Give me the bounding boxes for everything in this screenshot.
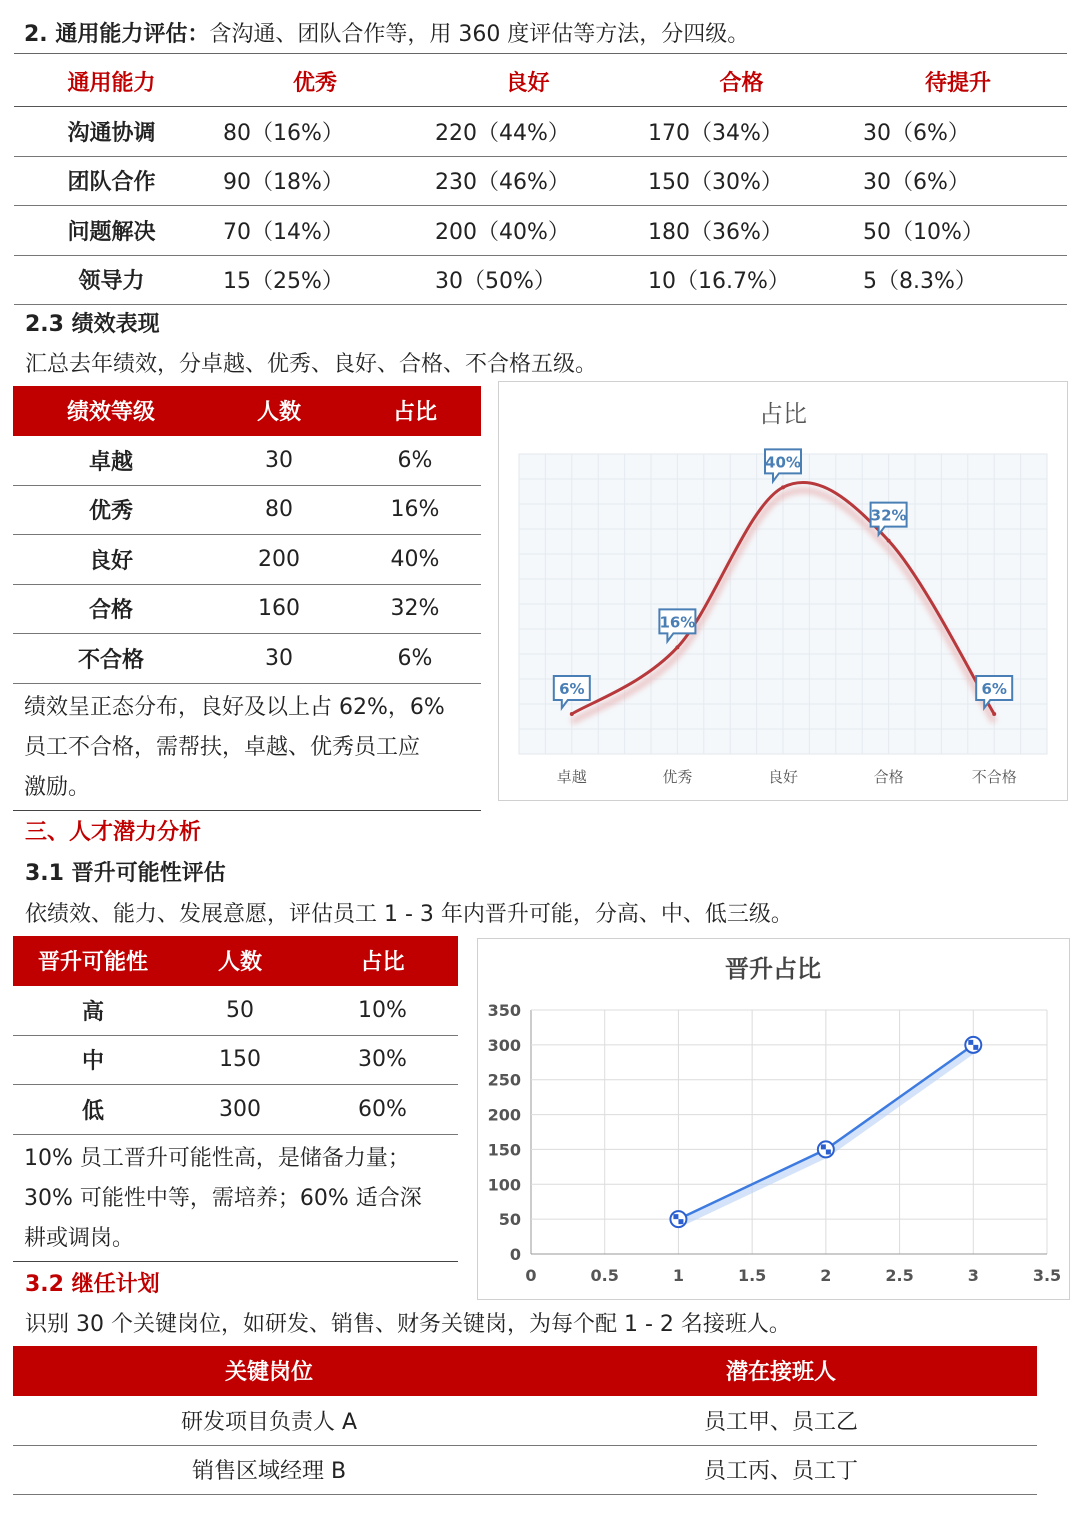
section-3-2-title: 3.2 继任计划 bbox=[25, 1272, 160, 1297]
performance-table-header-cell: 人数 bbox=[209, 386, 349, 436]
promotion-table-row bbox=[13, 1085, 458, 1135]
ability-table-cell: 200（40%） bbox=[421, 206, 634, 256]
x-tick-label: 良好 bbox=[767, 768, 799, 786]
ability-table-row bbox=[14, 156, 1067, 206]
ability-table-cell: 70（14%） bbox=[209, 206, 421, 256]
section-3-title: 三、人才潜力分析 bbox=[25, 820, 202, 845]
x-tick-label: 0.5 bbox=[590, 1266, 619, 1285]
succession-table bbox=[13, 1346, 1037, 1495]
succession-table-row bbox=[13, 1396, 1037, 1446]
promotion-table-cell: 高 bbox=[13, 986, 173, 1036]
performance-table-header bbox=[13, 386, 481, 436]
ability-table-header-cell: 优秀 bbox=[209, 57, 421, 107]
x-tick-label: 3.5 bbox=[1032, 1266, 1062, 1285]
y-tick-label: 350 bbox=[487, 1001, 521, 1020]
section-2-heading bbox=[14, 18, 1067, 54]
ability-table-cell: 问题解决 bbox=[14, 206, 209, 256]
performance-note bbox=[13, 688, 481, 811]
performance-table-cell: 不合格 bbox=[13, 634, 209, 684]
ability-table-cell: 领导力 bbox=[14, 255, 209, 305]
data-label-text: 16% bbox=[659, 613, 696, 632]
promotion-note-line: 30% 可能性中等，需培养；60% 适合深 bbox=[24, 1186, 422, 1211]
succession-table-cell: 销售区域经理 B bbox=[13, 1445, 525, 1495]
y-tick-label: 300 bbox=[487, 1035, 521, 1055]
ability-table-cell: 150（30%） bbox=[634, 156, 849, 206]
y-tick-label: 50 bbox=[498, 1210, 521, 1230]
section-2-3-title: 2.3 绩效表现 bbox=[25, 312, 160, 337]
promotion-table-row bbox=[13, 986, 458, 1036]
promotion-table-cell: 50 bbox=[173, 986, 307, 1036]
ability-table-row bbox=[14, 107, 1067, 157]
performance-table-row bbox=[13, 584, 481, 634]
section-3-1-title: 3.1 晋升可能性评估 bbox=[25, 861, 226, 886]
ability-table-cell: 5（8.3%） bbox=[849, 255, 1067, 305]
ability-table-header-cell: 合格 bbox=[634, 57, 849, 107]
data-label-text: 6% bbox=[981, 680, 1007, 698]
performance-table-cell: 卓越 bbox=[13, 436, 209, 486]
y-tick-label: 200 bbox=[487, 1105, 521, 1125]
performance-table-row bbox=[13, 485, 481, 535]
section-2-heading-bold: 2. 通用能力评估： bbox=[24, 22, 210, 47]
x-tick-label: 1 bbox=[672, 1266, 684, 1285]
ability-table-header-cell: 良好 bbox=[421, 57, 634, 107]
data-point bbox=[781, 485, 785, 489]
succession-table-cell: 研发项目负责人 A bbox=[13, 1396, 525, 1446]
ability-table-cell: 50（10%） bbox=[849, 206, 1067, 256]
performance-table bbox=[13, 386, 481, 684]
promotion-ratio-chart-svg bbox=[478, 939, 1069, 1299]
promotion-note bbox=[13, 1139, 458, 1262]
ability-table-cell: 80（16%） bbox=[209, 107, 421, 157]
ability-table-row bbox=[14, 206, 1067, 256]
x-tick-label: 3 bbox=[967, 1266, 979, 1285]
succession-table-cell: 员工甲、员工乙 bbox=[525, 1396, 1037, 1446]
chart-title: 晋升占比 bbox=[725, 955, 821, 983]
performance-table-cell: 优秀 bbox=[13, 485, 209, 535]
data-label-text: 32% bbox=[870, 506, 907, 525]
performance-note-line: 员工不合格，需帮扶，卓越、优秀员工应 bbox=[24, 735, 421, 760]
data-point bbox=[965, 1037, 981, 1053]
ability-table-cell: 30（6%） bbox=[849, 156, 1067, 206]
x-tick-label: 合格 bbox=[873, 768, 904, 786]
performance-table-cell: 30 bbox=[209, 436, 349, 486]
ability-table-cell: 170（34%） bbox=[634, 107, 849, 157]
ability-table-cell: 15（25%） bbox=[209, 255, 421, 305]
promotion-table-cell: 中 bbox=[13, 1035, 173, 1085]
y-tick-label: 100 bbox=[487, 1175, 521, 1195]
ability-table bbox=[14, 57, 1067, 305]
ability-table-cell: 30（50%） bbox=[421, 255, 634, 305]
promotion-table-cell: 10% bbox=[307, 986, 458, 1036]
promotion-note-line: 耕或调岗。 bbox=[24, 1226, 135, 1251]
promotion-note-line: 10% 员工晋升可能性高，是储备力量； bbox=[24, 1146, 410, 1171]
performance-note-line: 绩效呈正态分布，良好及以上占 62%，6% bbox=[24, 695, 445, 720]
performance-ratio-chart bbox=[498, 381, 1068, 801]
y-tick-label: 250 bbox=[487, 1070, 521, 1090]
performance-ratio-chart-svg bbox=[499, 382, 1067, 800]
ability-table-header-cell: 待提升 bbox=[849, 57, 1067, 107]
succession-table-header-cell: 关键岗位 bbox=[13, 1346, 525, 1396]
y-tick-label: 150 bbox=[487, 1140, 521, 1160]
promotion-ratio-chart bbox=[477, 938, 1070, 1300]
x-tick-label: 2.5 bbox=[885, 1266, 914, 1285]
performance-table-cell: 16% bbox=[349, 485, 481, 535]
promotion-table-cell: 30% bbox=[307, 1035, 458, 1085]
section-3-2-desc: 识别 30 个关键岗位，如研发、销售、财务关键岗，为每个配 1 - 2 名接班人。 bbox=[25, 1312, 791, 1337]
ability-table-cell: 180（36%） bbox=[634, 206, 849, 256]
ability-table-cell: 90（18%） bbox=[209, 156, 421, 206]
promotion-table-row bbox=[13, 1035, 458, 1085]
performance-table-cell: 良好 bbox=[13, 535, 209, 585]
promotion-table-header-cell: 晋升可能性 bbox=[13, 936, 173, 986]
ability-table-cell: 30（6%） bbox=[849, 107, 1067, 157]
promotion-table-header bbox=[13, 936, 458, 986]
performance-table-cell: 合格 bbox=[13, 584, 209, 634]
performance-table-cell: 160 bbox=[209, 584, 349, 634]
ability-table-row bbox=[14, 255, 1067, 305]
ability-table-cell: 10（16.7%） bbox=[634, 255, 849, 305]
data-point bbox=[887, 539, 891, 543]
performance-table-cell: 200 bbox=[209, 535, 349, 585]
ability-table-header bbox=[14, 57, 1067, 107]
performance-table-cell: 80 bbox=[209, 485, 349, 535]
succession-table-header bbox=[13, 1346, 1037, 1396]
x-tick-label: 1.5 bbox=[737, 1266, 767, 1285]
succession-table-header-cell: 潜在接班人 bbox=[525, 1346, 1037, 1396]
data-point bbox=[675, 645, 679, 649]
y-tick-label: 0 bbox=[509, 1245, 521, 1264]
performance-table-row bbox=[13, 634, 481, 684]
chart-title: 占比 bbox=[759, 400, 807, 428]
performance-table-cell: 40% bbox=[349, 535, 481, 585]
promotion-table-cell: 300 bbox=[173, 1085, 307, 1135]
promotion-table-header-cell: 占比 bbox=[307, 936, 458, 986]
promotion-table-header-cell: 人数 bbox=[173, 936, 307, 986]
performance-table-row bbox=[13, 436, 481, 486]
promotion-table-cell: 150 bbox=[173, 1035, 307, 1085]
ability-table-cell: 230（46%） bbox=[421, 156, 634, 206]
performance-table-row bbox=[13, 535, 481, 585]
data-point bbox=[992, 712, 996, 716]
data-point bbox=[570, 712, 574, 716]
ability-table-cell: 220（44%） bbox=[421, 107, 634, 157]
section-2-3-desc: 汇总去年绩效，分卓越、优秀、良好、合格、不合格五级。 bbox=[25, 352, 598, 377]
ability-table-header-cell: 通用能力 bbox=[14, 57, 209, 107]
performance-table-cell: 6% bbox=[349, 436, 481, 486]
x-tick-label: 卓越 bbox=[556, 768, 587, 786]
data-point bbox=[818, 1141, 834, 1157]
promotion-table bbox=[13, 936, 458, 1135]
section-3-1-desc: 依绩效、能力、发展意愿，评估员工 1 - 3 年内晋升可能，分高、中、低三级。 bbox=[25, 902, 793, 927]
performance-note-line: 激励。 bbox=[24, 775, 91, 800]
performance-table-header-cell: 绩效等级 bbox=[13, 386, 209, 436]
section-2-heading-text: 含沟通、团队合作等，用 360 度评估等方法，分四级。 bbox=[209, 22, 750, 47]
data-label-text: 6% bbox=[559, 680, 585, 698]
performance-table-cell: 32% bbox=[349, 584, 481, 634]
data-point bbox=[670, 1211, 686, 1227]
ability-table-cell: 沟通协调 bbox=[14, 107, 209, 157]
promotion-table-cell: 60% bbox=[307, 1085, 458, 1135]
performance-table-cell: 6% bbox=[349, 634, 481, 684]
x-tick-label: 优秀 bbox=[662, 768, 693, 786]
performance-table-header-cell: 占比 bbox=[349, 386, 481, 436]
data-label-text: 40% bbox=[765, 453, 801, 472]
x-tick-label: 不合格 bbox=[971, 768, 1017, 786]
succession-table-row bbox=[13, 1445, 1037, 1495]
x-tick-label: 2 bbox=[820, 1266, 832, 1285]
succession-table-cell: 员工丙、员工丁 bbox=[525, 1445, 1037, 1495]
performance-table-cell: 30 bbox=[209, 634, 349, 684]
promotion-table-cell: 低 bbox=[13, 1085, 173, 1135]
ability-table-cell: 团队合作 bbox=[14, 156, 209, 206]
x-tick-label: 0 bbox=[525, 1266, 537, 1285]
